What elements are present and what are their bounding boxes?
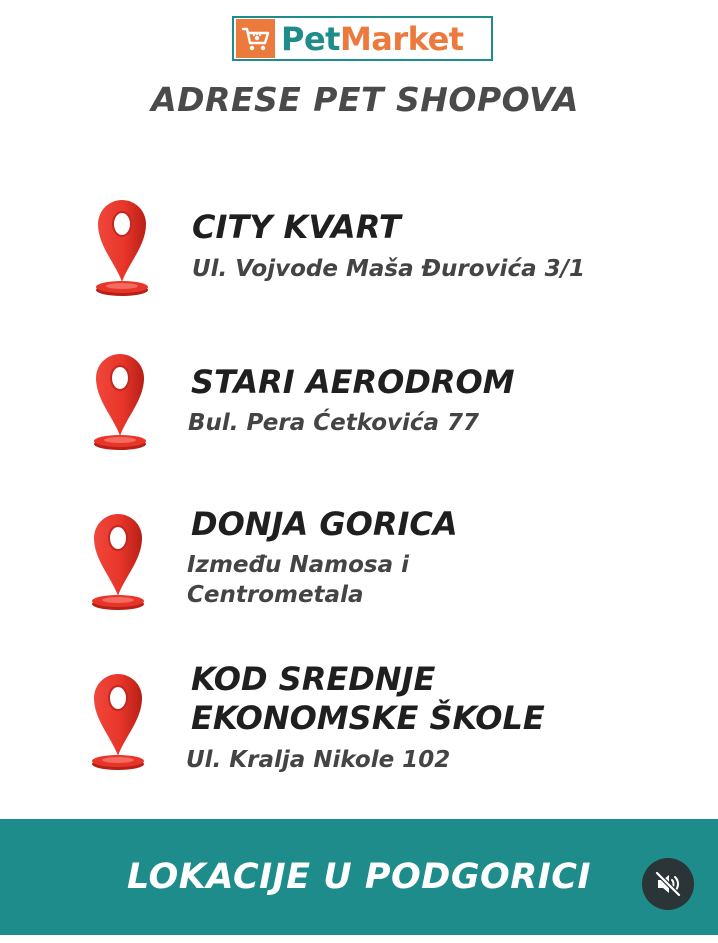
map-pin-icon	[90, 194, 154, 300]
location-name: CITY KVART	[192, 208, 401, 246]
location-name: KOD SREDNJE	[191, 660, 436, 698]
location-name: STARI AERODROM	[191, 363, 515, 401]
location-address: Između Namosa i	[187, 552, 409, 578]
logo-text-pet: Pet	[281, 19, 340, 58]
cart-icon	[236, 19, 275, 58]
footer-banner	[0, 819, 718, 935]
location-address: Ul. Kralja Nikole 102	[186, 747, 451, 773]
footer-label: LOKACIJE U PODGORICI	[127, 857, 591, 897]
page-title: ADRESE PET SHOPOVA	[151, 80, 579, 119]
mute-button[interactable]	[642, 858, 694, 910]
location-address: Centrometala	[187, 582, 364, 608]
petmarket-logo	[232, 16, 493, 61]
location-address: Ul. Vojvode Maša Đurovića 3/1	[192, 256, 586, 282]
map-pin-icon	[88, 348, 152, 454]
logo-text-market: Market	[339, 19, 464, 58]
map-pin-icon	[86, 668, 150, 774]
location-address: Bul. Pera Ćetkovića 77	[188, 410, 480, 436]
muted-speaker-icon	[654, 870, 682, 898]
location-name: DONJA GORICA	[191, 505, 458, 543]
logo-text	[281, 19, 464, 58]
map-pin-icon	[86, 508, 150, 614]
bottom-strip	[0, 935, 718, 943]
location-name: EKONOMSKE ŠKOLE	[191, 699, 545, 737]
